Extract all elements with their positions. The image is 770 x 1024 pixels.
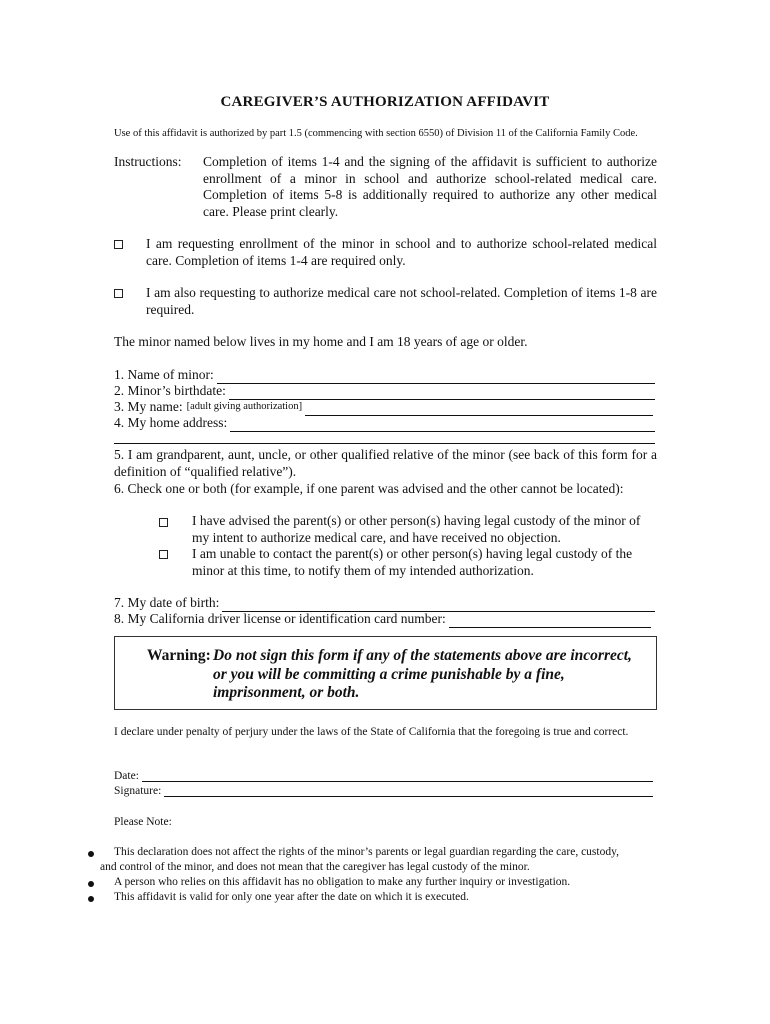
my-name-field[interactable] (114, 399, 653, 416)
bullet-icon (88, 896, 94, 902)
date-of-birth-label: 7. My date of birth: (114, 595, 220, 610)
bullet-icon (88, 851, 94, 857)
home-address-field[interactable] (114, 415, 655, 432)
warning-label: Warning: (147, 647, 211, 664)
date-label: Date: (114, 770, 139, 782)
license-number-field[interactable] (114, 611, 651, 628)
name-of-minor-line[interactable] (217, 371, 655, 384)
name-of-minor-label: 1. Name of minor: (114, 367, 214, 382)
school-enrollment-checkbox[interactable] (114, 240, 123, 249)
minor-birthdate-line[interactable] (229, 387, 655, 400)
signature-label: Signature: (114, 785, 162, 797)
form-title: CAREGIVER’S AUTHORIZATION AFFIDAVIT (220, 94, 550, 110)
option-school-enrollment: I am requesting enrollment of the minor in school and to authorize school-related medical care. Completion of items 1-4 are required only. (146, 236, 657, 268)
unable-to-contact-checkbox[interactable] (159, 550, 168, 559)
date-field[interactable] (114, 770, 653, 782)
name-of-minor-field[interactable] (114, 367, 655, 384)
option-advised-parents: I have advised the parent(s) or other person(s) having legal custody of the minor of my intent to authorize medical care, and have received no objection. (192, 513, 641, 545)
option-unable-to-contact: I am unable to contact the parent(s) or other person(s) having legal custody of the minor at this time, to notify them of my intended authorization. (192, 546, 633, 578)
bullet-icon (88, 881, 94, 887)
my-name-note: [adult giving authorization] (186, 401, 303, 412)
my-name-line[interactable] (305, 403, 653, 416)
option-medical-care: I am also requesting to authorize medical care not school-related. Completion of items 1-8 are required. (146, 285, 657, 317)
license-number-line[interactable] (449, 615, 651, 628)
home-address-extra-line[interactable] (114, 443, 655, 444)
home-address-line[interactable] (230, 419, 655, 432)
advised-parents-checkbox[interactable] (159, 518, 168, 527)
warning-text: Do not sign this form if any of the statements above are incorrect, or you will be committing a crime punishable by a fine, imprisonment, or both. (213, 647, 632, 701)
date-line[interactable] (142, 771, 653, 782)
warning-box (114, 636, 657, 710)
minor-statement: The minor named below lives in my home and I am 18 years of age or older. (114, 334, 528, 349)
note-validity: This affidavit is valid for only one year after the date on which it is executed. (114, 891, 469, 903)
license-number-label: 8. My California driver license or identification card number: (114, 611, 446, 626)
medical-care-checkbox[interactable] (114, 289, 123, 298)
date-of-birth-line[interactable] (222, 599, 655, 612)
perjury-declaration: I declare under penalty of perjury under the laws of the State of California that the foregoing is true and correct. (114, 726, 629, 738)
signature-line[interactable] (164, 786, 653, 797)
home-address-label: 4. My home address: (114, 415, 228, 430)
authorization-note: Use of this affidavit is authorized by part 1.5 (commencing with section 6550) of Division 11 of the California Family Code. (114, 128, 638, 139)
my-name-label: 3. My name: (114, 399, 183, 414)
note-rights: This declaration does not affect the rights of the minor’s parents or legal guardian regarding the care, custody, and control of the minor, and does not mean that the caregiver has legal custody of the minor. (100, 846, 619, 873)
instructions-label: Instructions: (114, 154, 182, 169)
item-6-instruction: 6. Check one or both (for example, if one parent was advised and the other cannot be located): (114, 481, 624, 496)
note-no-obligation: A person who relies on this affidavit has no obligation to make any further inquiry or investigation. (114, 876, 571, 888)
item-5-qualified-relative: 5. I am grandparent, aunt, uncle, or other qualified relative of the minor (see back of this form for a definition of “qualified relative”). (114, 447, 657, 479)
minor-birthdate-label: 2. Minor’s birthdate: (114, 383, 226, 398)
minor-birthdate-field[interactable] (114, 383, 655, 400)
signature-field[interactable] (114, 785, 653, 797)
please-note-heading: Please Note: (114, 816, 172, 828)
date-of-birth-field[interactable] (114, 595, 655, 612)
instructions-text: Completion of items 1-4 and the signing of the affidavit is sufficient to authorize enrollment of a minor in school and authorize school-related medical care. Completion of items 5-8 is additionally required to authorize any other medical care. Please print clearly. (203, 154, 657, 219)
